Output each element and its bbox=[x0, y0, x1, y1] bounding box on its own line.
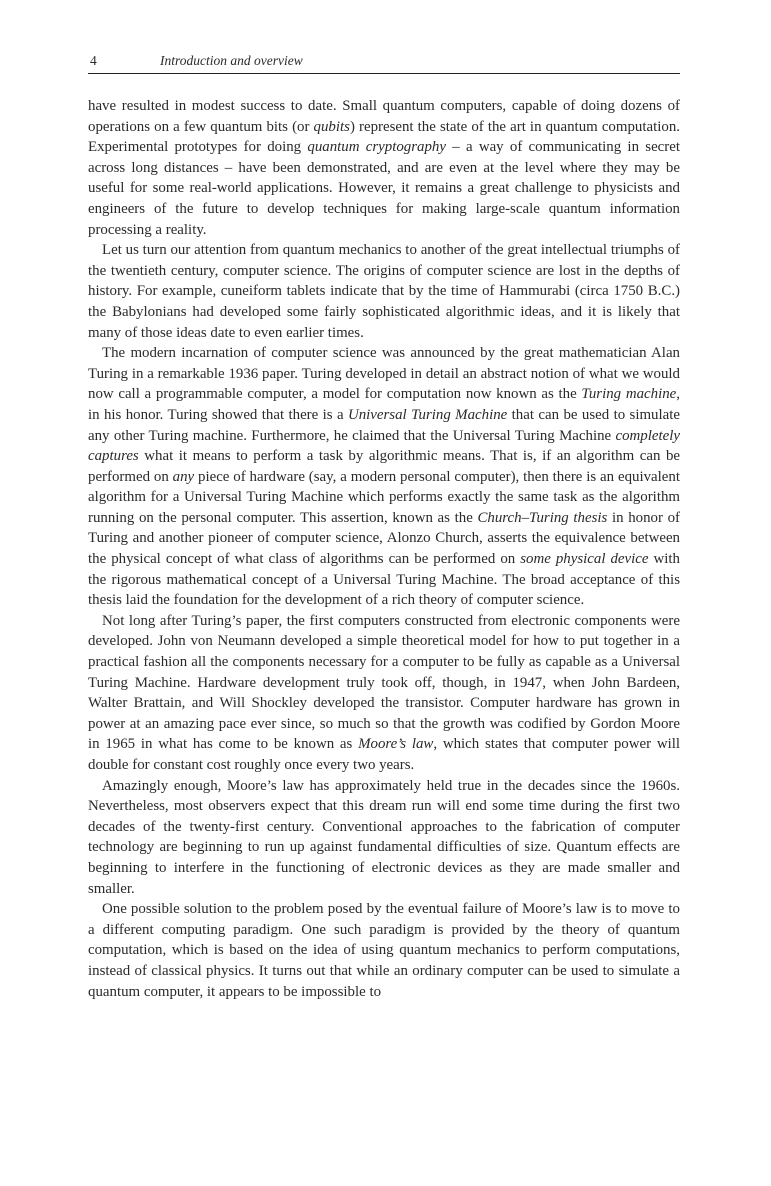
italic-term: Moore’s law bbox=[358, 736, 434, 753]
italic-term: qubits bbox=[313, 118, 350, 135]
text-run: – a way of communicating in secret across long distances – have been demonstrated, and are even at the level where they may be useful for some real-world applications. However, it remains a great challenge to physicists and engineers of the future to develop techniques for making large-scale quantum information processing a reality. bbox=[88, 139, 680, 238]
body-text bbox=[88, 96, 680, 1002]
page-number: 4 bbox=[90, 53, 97, 68]
text-run: Let us turn our attention from quantum mechanics to another of the great intellectual triumphs of the twentieth century, computer science. The origins of computer science are lost in the depths of history. For example, cuneiform tablets indicate that by the time of Hammurabi (circa 1750 B.C.) the Babylonians had developed some fairly sophisticated algorithmic ideas, and it is likely that many of those ideas date to even earlier times. bbox=[88, 242, 680, 341]
italic-term: quantum cryptography bbox=[307, 139, 446, 156]
text-run: that can be used to simulate any other Turing machine. Furthermore, he claimed that the Universal Turing Machine bbox=[88, 406, 680, 444]
italic-term: Church–Turing thesis bbox=[477, 509, 608, 526]
text-run: , in his honor. Turing showed that there is a bbox=[88, 386, 680, 423]
text-run: One possible solution to the problem posed by the eventual failure of Moore’s law is to move to a different computing paradigm. One such paradigm is provided by the theory of quantum computation, which is based on the idea of using quantum mechanics to perform computations, instead of classical physics. It turns out that while an ordinary computer can be used to simulate a quantum computer, it appears to be impossible to bbox=[88, 901, 680, 1000]
paragraph bbox=[88, 343, 680, 611]
text-run: what it means to perform a task by algorithmic means. That is, if an algorithm can be performed on bbox=[88, 448, 680, 485]
italic-term: Turing machine bbox=[581, 386, 677, 403]
running-title: Introduction and overview bbox=[160, 53, 303, 68]
text-run: ) represent the state of the art in quantum computation. Experimental prototypes for doing bbox=[88, 118, 680, 156]
paragraph bbox=[88, 611, 680, 776]
text-run: The modern incarnation of computer science was announced by the great mathematician Alan Turing in a remarkable 1936 paper. Turing developed in detail an abstract notion of what we would now call a programmable computer, a model for computation now known as the bbox=[88, 345, 680, 403]
text-run: in honor of Turing and another pioneer of computer science, Alonzo Church, asserts the equivalence between the physical concept of what class of algorithms can be performed on bbox=[88, 509, 680, 568]
text-run: with the rigorous mathematical concept of a Universal Turing Machine. The broad acceptance of this thesis laid the foundation for the development of a rich theory of computer science. bbox=[88, 551, 680, 609]
italic-term: Universal Turing Machine bbox=[347, 406, 508, 423]
text-run: piece of hardware (say, a modern personal computer), then there is an equivalent algorithm for a Universal Turing Machine which performs exactly the same task as the algorithm running on the personal computer. This assertion, known as the bbox=[88, 468, 680, 526]
paragraph bbox=[88, 240, 680, 343]
text-run: Amazingly enough, Moore’s law has approximately held true in the decades since the 1960s. Nevertheless, most observers expect that this dream run will end some time during the first two decades of the twenty-first century. Conventional approaches to the fabrication of computer technology are beginning to run up against fundamental difficulties of size. Quantum effects are beginning to interfere in the functioning of electronic devices as they are made smaller and smaller. bbox=[88, 777, 680, 897]
text-run: , which states that computer power will double for constant cost roughly once every two years. bbox=[88, 736, 680, 773]
paragraph bbox=[88, 899, 680, 1002]
paragraph bbox=[88, 776, 680, 900]
text-run: Not long after Turing’s paper, the first computers constructed from electronic components were developed. John von Neumann developed a simple theoretical model for how to put together in a practical fashion all the components necessary for a computer to be fully as capable as a Universal Turing Machine. Hardware development truly took off, though, in 1947, when John Bardeen, Walter Brattain, and Will Shockley developed the transistor. Computer hardware has grown in power at an amazing pace ever since, so much so that the growth was codified by Gordon Moore in 1965 in what has come to be known as bbox=[88, 612, 680, 753]
text-run: have resulted in modest success to date. Small quantum computers, capable of doing dozens of operations on a few quantum bits (or bbox=[88, 98, 680, 135]
running-header bbox=[88, 53, 680, 74]
paragraph bbox=[88, 96, 680, 240]
italic-term: completely captures bbox=[88, 427, 680, 465]
italic-term: any bbox=[172, 468, 195, 485]
italic-term: some physical device bbox=[520, 551, 649, 568]
